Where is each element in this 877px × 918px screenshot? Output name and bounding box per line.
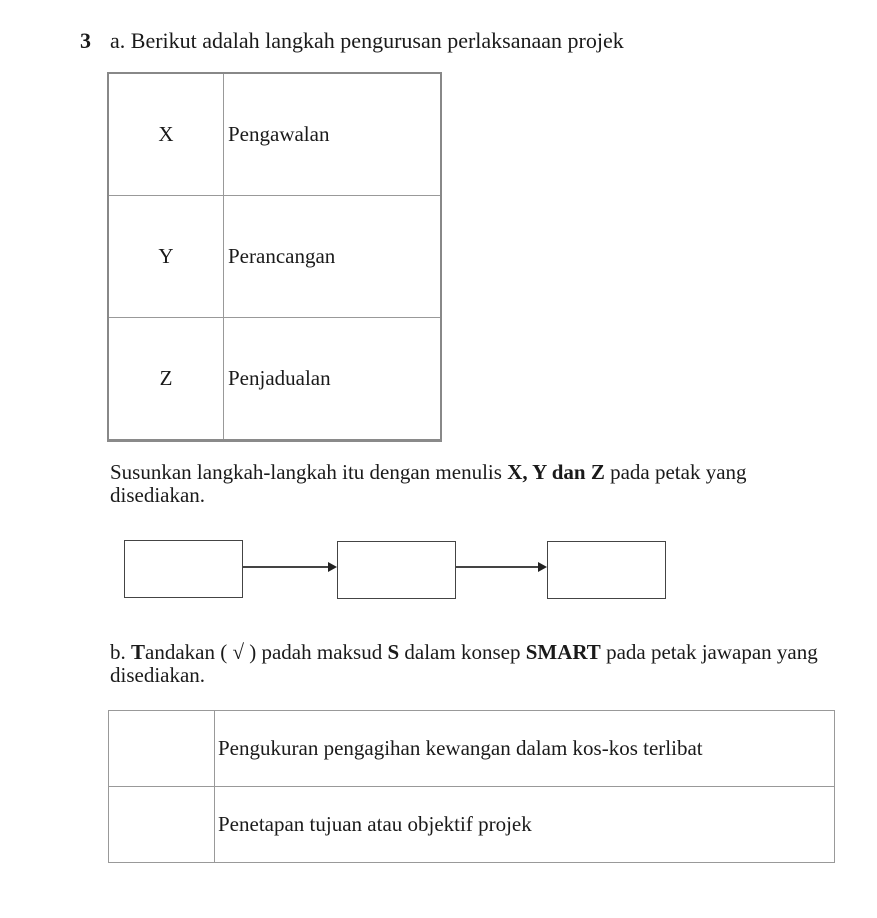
table-row [109,711,835,787]
instruction-text: pada petak jawapan yang disediakan. [110,640,818,687]
check-box[interactable] [109,711,215,787]
answer-box-3[interactable] [547,541,666,599]
bold-text: T [131,640,146,664]
step-letter: Z [108,318,224,441]
arrowhead-icon [328,562,337,572]
instruction-text: Susunkan langkah-langkah itu dengan menulis [110,460,508,484]
answer-box-1[interactable] [124,540,243,598]
instruction-text: pada petak yang disediakan. [110,460,747,507]
instruction-bold-letters: X, Y dan Z [507,460,605,484]
table-row [108,318,441,441]
arrowhead-icon [538,562,547,572]
flow-arrow-2 [455,566,538,568]
table-row [109,787,835,863]
options-table [108,710,835,863]
flow-arrow-1 [242,566,328,568]
instruction-text: dalam konsep [399,640,526,664]
bold-text: SMART [525,640,601,664]
part-b-instruction [110,641,870,687]
option-text: Pengukuran pengagihan kewangan dalam kos-kos terlibat [215,711,835,787]
steps-table [107,72,442,442]
part-a-title: a. Berikut adalah langkah pengurusan perlaksanaan projek [110,28,624,53]
step-letter: Y [108,196,224,318]
step-name: Penjadualan [224,318,442,441]
table-row [108,73,441,196]
answer-box-2[interactable] [337,541,456,599]
instruction-text: andakan ( √ ) padah maksud [145,640,388,664]
part-a-instruction [110,461,840,507]
part-b-label: b. [110,640,131,664]
step-letter: X [108,73,224,196]
check-box[interactable] [109,787,215,863]
table-row [108,196,441,318]
option-text: Penetapan tujuan atau objektif projek [215,787,835,863]
question-number: 3 [80,28,91,53]
bold-text: S [387,640,400,664]
step-name: Pengawalan [224,73,442,196]
step-name: Perancangan [224,196,442,318]
